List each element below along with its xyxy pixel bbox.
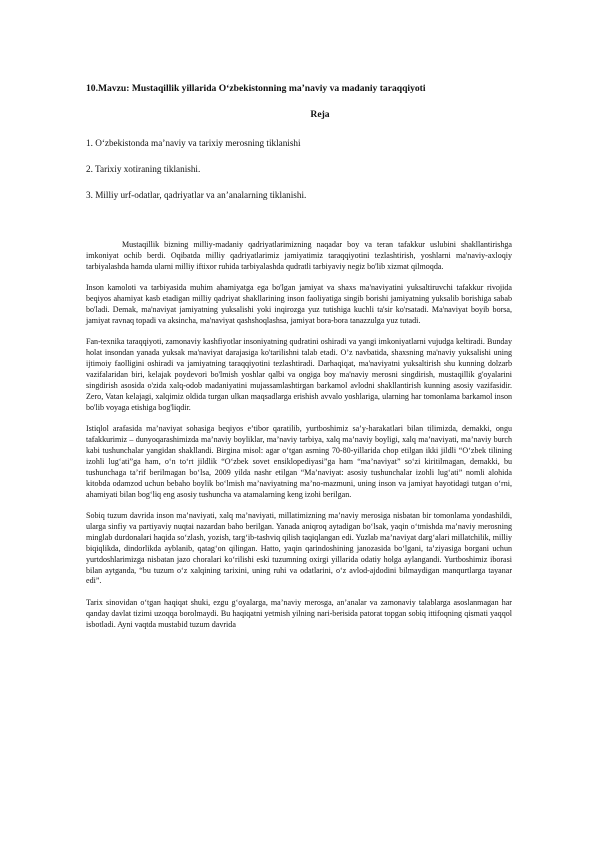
plan-item: 2. Tarixiy xotiraning tiklanishi. <box>86 164 201 174</box>
plan-item: 1. O‘zbekistonda ma’naviy va tarixiy merosning tiklanishi <box>86 138 301 148</box>
paragraph: Fan-texnika taraqqiyoti, zamonaviy kashfiyotlar insoniyatning qudratini oshiradi va yangi imkoniyatlarni vujudga keltiradi. Bunday holat insondan yanada yuksak ma'naviyat darajasiga ko'tarilishni talab etadi. O’z navbatida, shaxsning ma'naviy yuksalishi uning ijtimoiy faolligini oshiradi va jamiyatning taraqqiyotini tezlashtiradi. Darhaqiqat, ma'naviyatni yuksaltirish shu kunning dolzarb vazifalaridan biri, kelajak poydevori bo'lmish yoshlar qalbi va ongiga boy ma'naviy merosni singdirish, mustaqillik g'oyalarini singdirish asosida o'zida xalq-odob madaniyatini mujassamlashtirgan barkamol avlodni shakllantirish kunning asosiy vazifasidir. Zero, Vatan kelajagi, xalqimiz oldida turgan ulkan maqsadlarga erishish avvalo yoshlariga, ularning har tomonlama barkamol inson bo'lib voyaga etishiga bog'liqdir. <box>86 337 512 412</box>
plan-item: 3. Milliy urf-odatlar, qadriyatlar va an’analarning tiklanishi. <box>86 190 307 200</box>
paragraph: Mustaqillik bizning milliy-madaniy qadriyatlarimizning naqadar boy va teran tafakkur uslubini shakllantirishga imkoniyat ochib berdi. Oqibatda milliy qadriyatlarimiz jamiyatimiz taraqqiyotini tezlashtirish, yoshlarni ma'naviy-axloqiy tarbiyalashda hamda ularni milliy iftixor ruhida tarbiyalashda qudratli tarbiyaviy negiz bo'lib xizmat qilmoqda. <box>86 240 512 271</box>
paragraph: Tarix sinovidan o‘tgan haqiqat shuki, ezgu g‘oyalarga, ma’naviy merosga, an’analar va zamonaviy talablarga asoslanmagan har qanday davlat tizimi uzoqqa borolmaydi. Bu haqiqatni yetmish yilning nari-berisida patorat topgan sobiq ittifoqning qismati yaqqol isbotladi. Ayni vaqtda mustabid tuzum davrida <box>86 597 512 629</box>
plan-title: Reja <box>310 109 330 120</box>
paragraph: Istiqlol arafasida ma’naviyat sohasiga beqiyos e’tibor qaratilib, yurtboshimiz sa’y-harakatlari bilan tilimizda, demakki, ongu tafakkurimiz – dunyoqarashimizda ma’naviy boyliklar, ma’naviy tarbiya, xalq ma’naviy boyligi, xalq ma’naviyati, ma’naviy burch kabi tushunchalar yangidan shakllandi. Birgina misol: agar o‘tgan asrning 70-80-yillarida chop etilgan ikki jildli “O‘zbek tilining izohli lug‘ati”ga ham, o‘n to‘rt jildlik “O‘zbek sovet ensiklopediyasi”ga ham “ma’naviyat” so‘zi kiritilmagan, demakki, bu tushunchaga ta’rif berilmagan bo‘lsa, 2009 yilda nashr etilgan “Ma’naviyat: asosiy tushunchalar izohli lug‘ati” nomli alohida kitobda odamzod uchun bebaho boylik bo‘lmish ma’naviyatning ma’no-mazmuni, uning inson va jamiyat hayotidagi tutgan o‘rni, ahamiyati bilan bog‘liq eng asosiy tushuncha va atamalarning keng izohi berilgan. <box>86 424 512 499</box>
document-heading: 10.Mavzu: Mustaqillik yillarida O‘zbekistonning ma’naviy va madaniy taraqqiyoti <box>86 83 426 94</box>
paragraph: Inson kamoloti va tarbiyasida muhim ahamiyatga ega bo'lgan jamiyat va shaxs ma'naviyatini yuksaltiruvchi tafakkur rivojida beqiyos ahamiyat kasb etadigan milliy qadriyat shakllarining inson faoliyatiga singib borishi jamiyatning yuksalib borishiga sabab bo'ladi. Demak, ma'naviyat jamiyatning yuksalishi yoki inqirozga yuz tutishiga kuchli ta'sir ko'rsatadi. Ma'naviyat boyib borsa, jamiyat ravnaq topadi va aksincha, ma'naviyat qashshoqlashsa, jamiyat bora-bora tanazzulga yuz tutadi. <box>86 283 512 325</box>
document-body <box>86 240 512 641</box>
paragraph: Sobiq tuzum davrida inson ma’naviyati, xalq ma’naviyati, millatimizning ma’naviy merosiga nisbatan bir tomonlama yondashildi, ularga sinfiy va partiyaviy nuqtai nazardan baho berilgan. Yanada aniqroq aytadigan bo‘lsak, yaqin o‘tmishda ma’naviy merosning minglab durdonalari haqida so‘zlash, yozish, targ‘ib-tashviq qilish taqiqlangan edi. Yuzlab ma’naviyat darg‘alari millatchilik, milliy biqiqlikda, dindorlikda ayblanib, qatag‘on qilingan. Hatto, yaqin qarindoshining janozasida bo‘lgani, ta’ziyasiga borgani uchun yurtdoshlarimizga nisbatan jazo choralari ko‘rilishi eski tuzumning oxirgi yillarida odatiy holga aylangandi. Yurtboshimiz iborasi bilan aytganda, “bu tuzum o‘z xalqining tarixini, uning ruhi va odatlarini, o‘z avlod-ajdodini bilmaydigan manqurtlarga tayanar edi”. <box>86 511 512 586</box>
